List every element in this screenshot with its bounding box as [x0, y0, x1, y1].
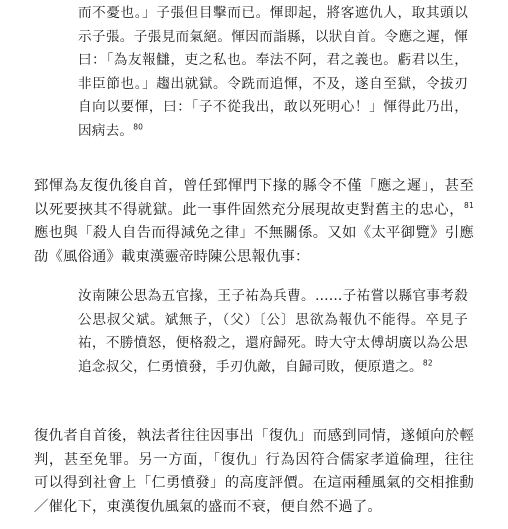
body-paragraph-1 — [34, 175, 474, 269]
footnote-marker-82: 82 — [422, 358, 433, 368]
paragraph — [34, 425, 474, 519]
paragraph — [34, 175, 474, 269]
paragraph-text: 復仇者自首後，執法者往往因事出「復仇」而感到同情，遂傾向於輕判，甚至免罪。另一方面，「復仇」行為因符合儒家孝道倫理，往往可以得到社會上「仁勇憤發」的高度評價。在這兩種風氣的交相推動／催化下，東漢復仇風氣的盛而不衰，便自然不過了。 — [34, 428, 474, 515]
quote-text: 汝南陳公思為五官掾，王子祐為兵曹。……子祐嘗以縣官事考殺公思叔父斌。斌無子，（父）〔公〕思欲為報仇不能得。卒見子祐，不勝憤怒，便格殺之，還府歸死。時大守太傅胡廣以為公思追念叔父，仁勇憤發，手刃仇敵，自歸司敗，便原遣之。 — [78, 288, 468, 375]
paragraph-text-continued: 應也與「殺人自告而得減免之律」不無關係。又如《太平御覽》引應劭《風俗通》載東漢靈帝時陳公思報仇事： — [34, 225, 474, 265]
block-quote-2 — [78, 285, 468, 379]
block-quote-1 — [78, 2, 468, 144]
footnote-marker-81: 81 — [464, 200, 474, 210]
quote-paragraph — [78, 285, 468, 379]
body-paragraph-2 — [34, 425, 474, 519]
footnote-marker-80: 80 — [133, 122, 144, 132]
quote-text: 而不憂也。」子張但目擊而已。惲即起，將客遮仇人，取其頭以示子張。子張見而氣絕。惲因而詣縣，以狀自首。令應之遲，惲曰：「為友報讎，吏之私也。奉法不阿，君之義也。虧君以生，非臣節也。」趨出就獄。令跣而追惲，不及，遂自至獄，令拔刃自向以要惲，曰：「子不從我出，敢以死明心！」惲得此乃出，因病去。 — [78, 5, 468, 139]
paragraph-text: 郅惲為友復仇後自首，曾任郅惲門下掾的縣令不僅「應之遲」，甚至以死要挾其不得就獄。此一事件固然充分展現故吏對舊主的忠心， — [34, 178, 474, 218]
quote-paragraph — [78, 2, 468, 144]
